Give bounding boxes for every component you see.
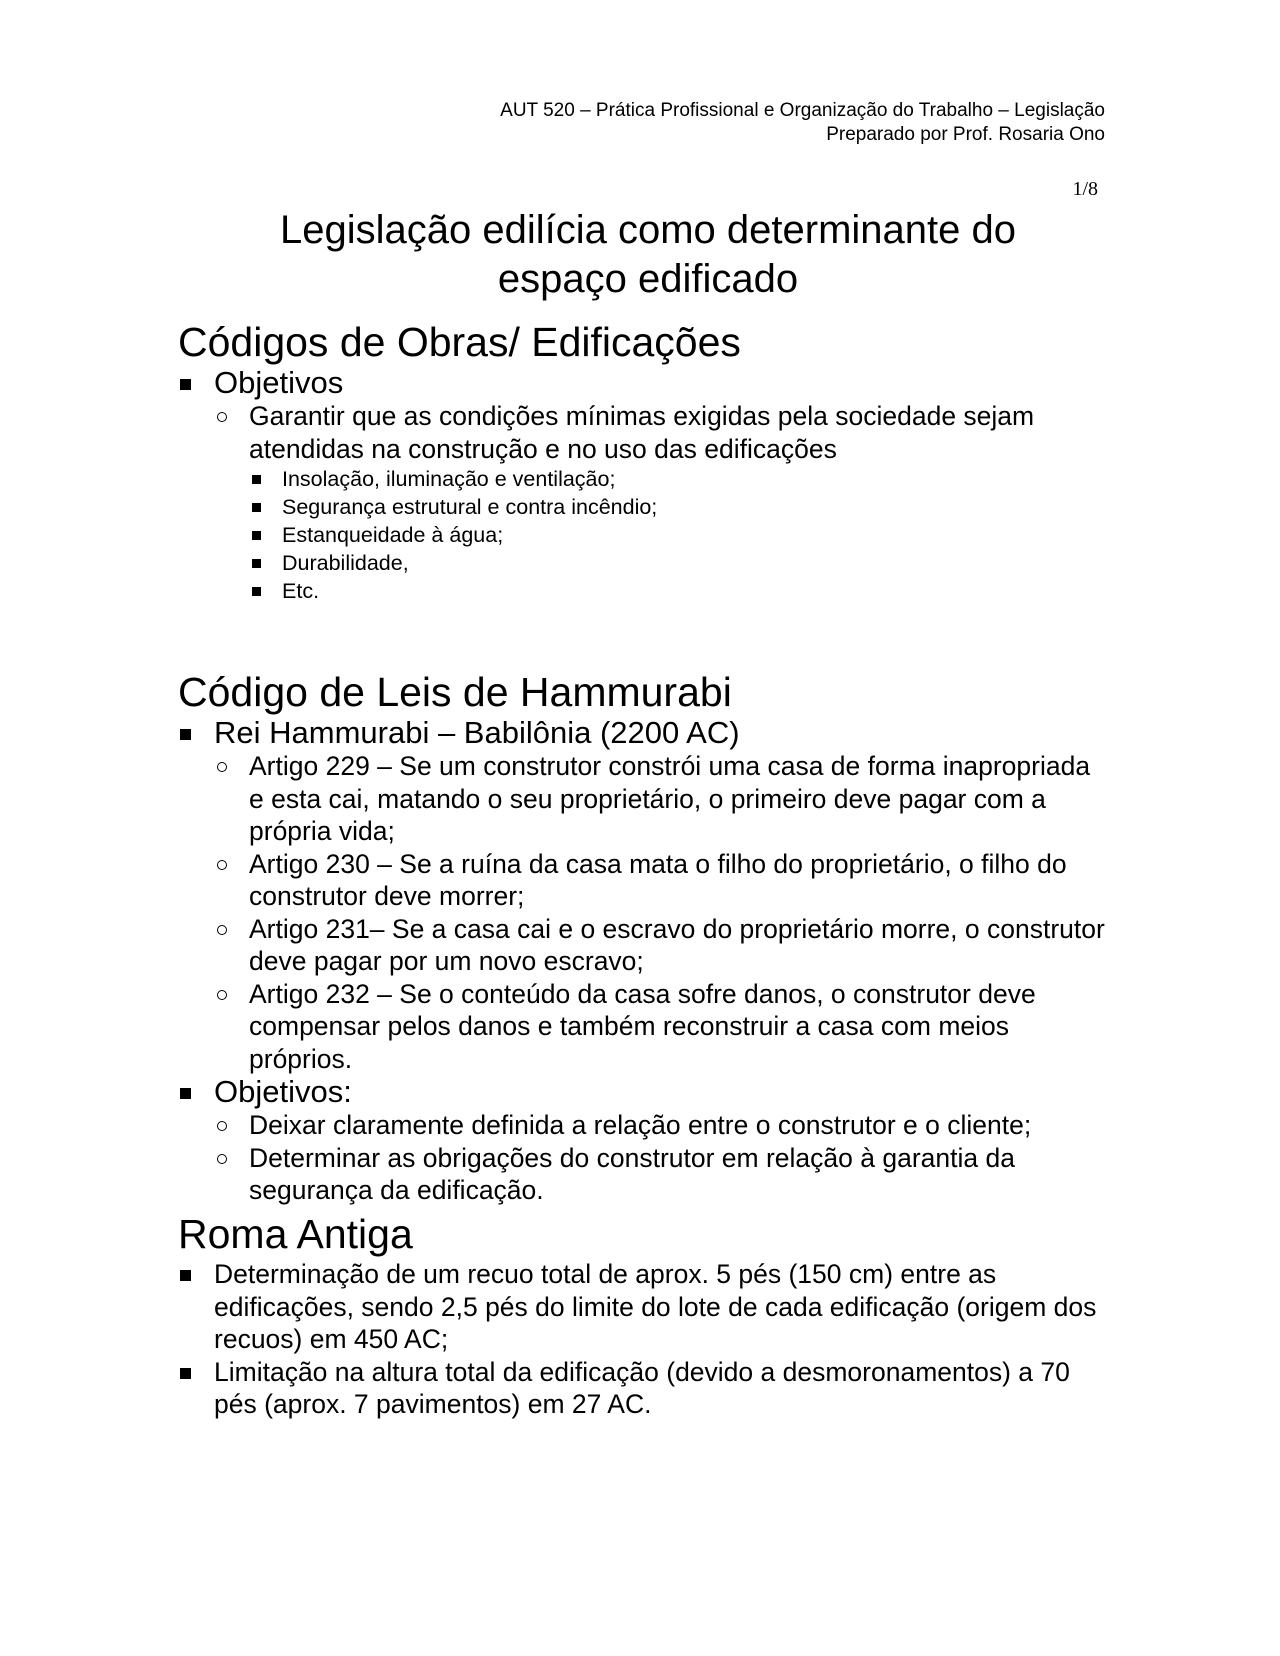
- list-item-text: Determinar as obrigações do construtor em relação à garantia da segurança da edificação.: [249, 1142, 1015, 1205]
- list-item: [178, 465, 1108, 493]
- list-item-text: Limitação na altura total da edificação (devido a desmoronamentos) a 70 pés (aprox. 7 pavimentos) em 27 AC.: [214, 1356, 1070, 1419]
- list-item-text: Deixar claramente definida a relação entre o construtor e o cliente;: [249, 1110, 1032, 1140]
- circle-bullet-icon: [217, 762, 227, 772]
- bullet-list: [178, 716, 1108, 1207]
- section-heading: Códigos de Obras/ Edificações: [178, 319, 741, 365]
- list-item-text: Durabilidade,: [282, 551, 409, 575]
- document-title: [178, 206, 1118, 304]
- circle-bullet-icon: [217, 925, 227, 935]
- list-item-text: Objetivos: [214, 365, 344, 400]
- list-item: [178, 848, 1108, 913]
- bullet-list: [178, 1258, 1108, 1421]
- section-hammurabi: [178, 668, 1108, 1207]
- list-item-text: Artigo 230 – Se a ruína da casa mata o filho do proprietário, o filho do construtor deve morrer;: [249, 848, 1067, 911]
- list-item: [178, 1258, 1108, 1356]
- square-bullet-icon: [180, 729, 191, 740]
- list-item-text: Garantir que as condições mínimas exigidas pela sociedade sejam atendidas na construção e no uso das edificações: [249, 401, 1035, 464]
- list-item: [178, 1356, 1108, 1421]
- list-item: [178, 493, 1108, 521]
- circle-bullet-icon: [217, 412, 227, 422]
- page-number: 1/8: [1072, 178, 1098, 200]
- square-bullet-icon: [180, 379, 191, 390]
- square-bullet-icon: [180, 1368, 191, 1379]
- list-item-text: Artigo 229 – Se um construtor constrói uma casa de forma inapropriada e esta cai, matando o seu proprietário, o primeiro deve pagar com a própria vida;: [249, 751, 1091, 846]
- list-item: [178, 521, 1108, 549]
- section-heading: Roma Antiga: [178, 1211, 413, 1257]
- list-item: [178, 750, 1108, 848]
- list-item-text: Segurança estrutural e contra incêndio;: [282, 495, 658, 519]
- list-item-text: Estanqueidade à água;: [282, 523, 504, 547]
- section-heading: Código de Leis de Hammurabi: [178, 669, 732, 715]
- list-item: [178, 577, 1108, 605]
- list-item: [178, 1075, 1108, 1109]
- square-bullet-icon: [180, 1270, 191, 1281]
- title-line-2: espaço edificado: [497, 257, 799, 301]
- square-bullet-icon: [180, 1088, 191, 1099]
- list-item: [178, 716, 1108, 750]
- list-item-text: Objetivos:: [214, 1074, 352, 1109]
- circle-bullet-icon: [217, 860, 227, 870]
- list-item-text: Determinação de um recuo total de aprox. 5 pés (150 cm) entre as edificações, sendo 2,5 pés do limite do lote de cada edificação (origem dos recuos) em 450 AC;: [214, 1259, 1097, 1354]
- list-item: [178, 400, 1108, 465]
- list-item-text: Artigo 231– Se a casa cai e o escravo do proprietário morre, o construtor deve pagar por um novo escravo;: [249, 913, 1105, 976]
- section-roma-antiga: [178, 1210, 1108, 1421]
- list-item-text: Rei Hammurabi – Babilônia (2200 AC): [214, 715, 740, 750]
- list-item-text: Etc.: [282, 579, 320, 603]
- square-bullet-icon: [252, 531, 261, 540]
- square-bullet-icon: [252, 475, 261, 484]
- square-bullet-icon: [252, 587, 261, 596]
- title-line-1: Legislação edilícia como determinante do: [280, 208, 1016, 252]
- list-item: [178, 1109, 1108, 1142]
- circle-bullet-icon: [217, 1154, 227, 1164]
- circle-bullet-icon: [217, 990, 227, 1000]
- square-bullet-icon: [252, 559, 261, 568]
- list-item: [178, 549, 1108, 577]
- section-codigos-de-obras: [178, 318, 1108, 605]
- list-item: [178, 978, 1108, 1076]
- circle-bullet-icon: [217, 1121, 227, 1131]
- list-item-text: Insolação, iluminação e ventilação;: [282, 467, 616, 491]
- bullet-list: [178, 366, 1108, 605]
- header-course: AUT 520 – Prática Profissional e Organização do Trabalho – Legislação: [500, 100, 1105, 121]
- list-item: [178, 1142, 1108, 1207]
- list-item: [178, 366, 1108, 400]
- list-item-text: Artigo 232 – Se o conteúdo da casa sofre danos, o construtor deve compensar pelos danos e também reconstruir a casa com meios próprios.: [249, 978, 1036, 1074]
- square-bullet-icon: [252, 503, 261, 512]
- header-author: Preparado por Prof. Rosaria Ono: [826, 124, 1105, 145]
- list-item: [178, 913, 1108, 978]
